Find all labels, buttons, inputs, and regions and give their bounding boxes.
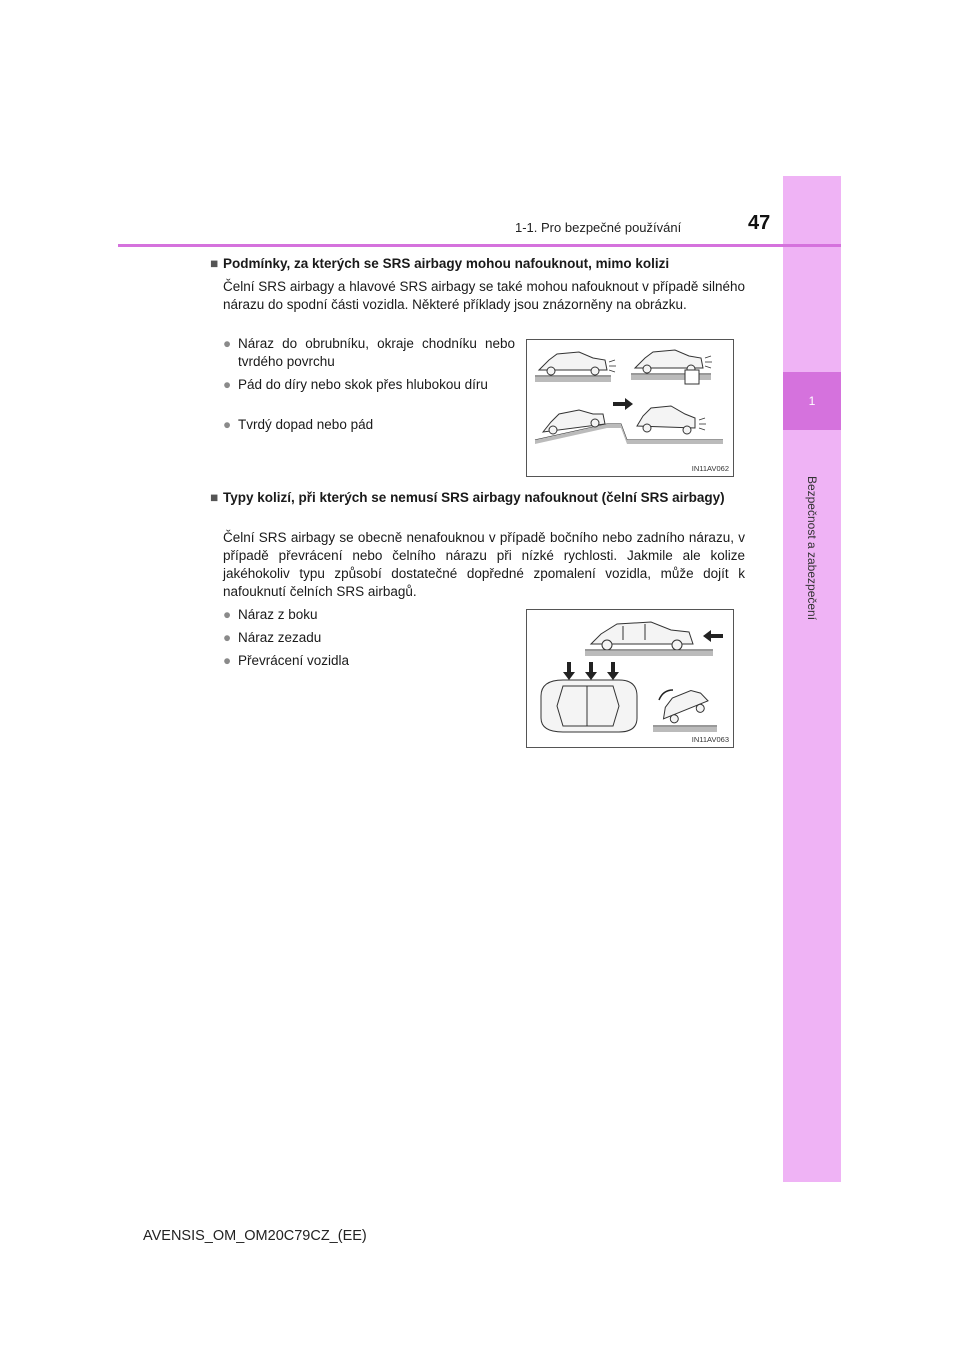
round-bullet-icon: ● bbox=[223, 417, 232, 432]
chapter-title: Bezpečnost a zabezpečení bbox=[805, 475, 819, 621]
section1-title: Podmínky, za kterých se SRS airbagy mohou nafouknout, mimo kolizi bbox=[223, 256, 670, 271]
square-bullet-icon: ■ bbox=[210, 490, 219, 505]
page-number: 47 bbox=[748, 212, 771, 234]
car-impact-illustration bbox=[527, 340, 733, 476]
figure-code: IN11AV063 bbox=[691, 735, 729, 744]
chapter-number: 1 bbox=[808, 394, 816, 408]
figure-non-collision-impacts bbox=[526, 339, 734, 477]
square-bullet-icon: ■ bbox=[210, 256, 219, 271]
figure-non-deploy-collisions bbox=[526, 609, 734, 748]
round-bullet-icon: ● bbox=[223, 653, 232, 668]
section1-paragraph: Čelní SRS airbagy a hlavové SRS airbagy se také mohou nafouknout v případě silného nárazu do spodní části vozidla. Některé příklady jsou znázorněny na obrázku. bbox=[223, 279, 745, 312]
document-code: AVENSIS_OM_OM20C79CZ_(EE) bbox=[143, 1228, 367, 1244]
section2-heading bbox=[210, 489, 725, 507]
chapter-tab bbox=[783, 176, 841, 1182]
round-bullet-icon: ● bbox=[223, 377, 232, 392]
round-bullet-icon: ● bbox=[223, 336, 232, 351]
section-header: 1-1. Pro bezpečné používání bbox=[515, 220, 682, 235]
figure-code: IN11AV062 bbox=[691, 464, 729, 473]
section1-heading bbox=[210, 255, 670, 273]
collision-types-illustration bbox=[527, 610, 733, 747]
section2-paragraph: Čelní SRS airbagy se obecně nenafouknou v případě bočního nebo zadního nárazu, v případě převrácení nebo čelního nárazu při nízké rychlosti. Jakmile ale kolize jakéhokoliv typu způsobí dostatečné dopředné zpomalení vozidla, může dojít k nafouknutí čelních SRS airbagů. bbox=[223, 530, 745, 599]
section2-title: Typy kolizí, při kterých se nemusí SRS airbagy nafouknout (čelní SRS airbagy) bbox=[223, 490, 725, 505]
chapter-number-box bbox=[783, 372, 841, 430]
round-bullet-icon: ● bbox=[223, 630, 232, 645]
round-bullet-icon: ● bbox=[223, 607, 232, 622]
header-rule bbox=[118, 244, 841, 247]
